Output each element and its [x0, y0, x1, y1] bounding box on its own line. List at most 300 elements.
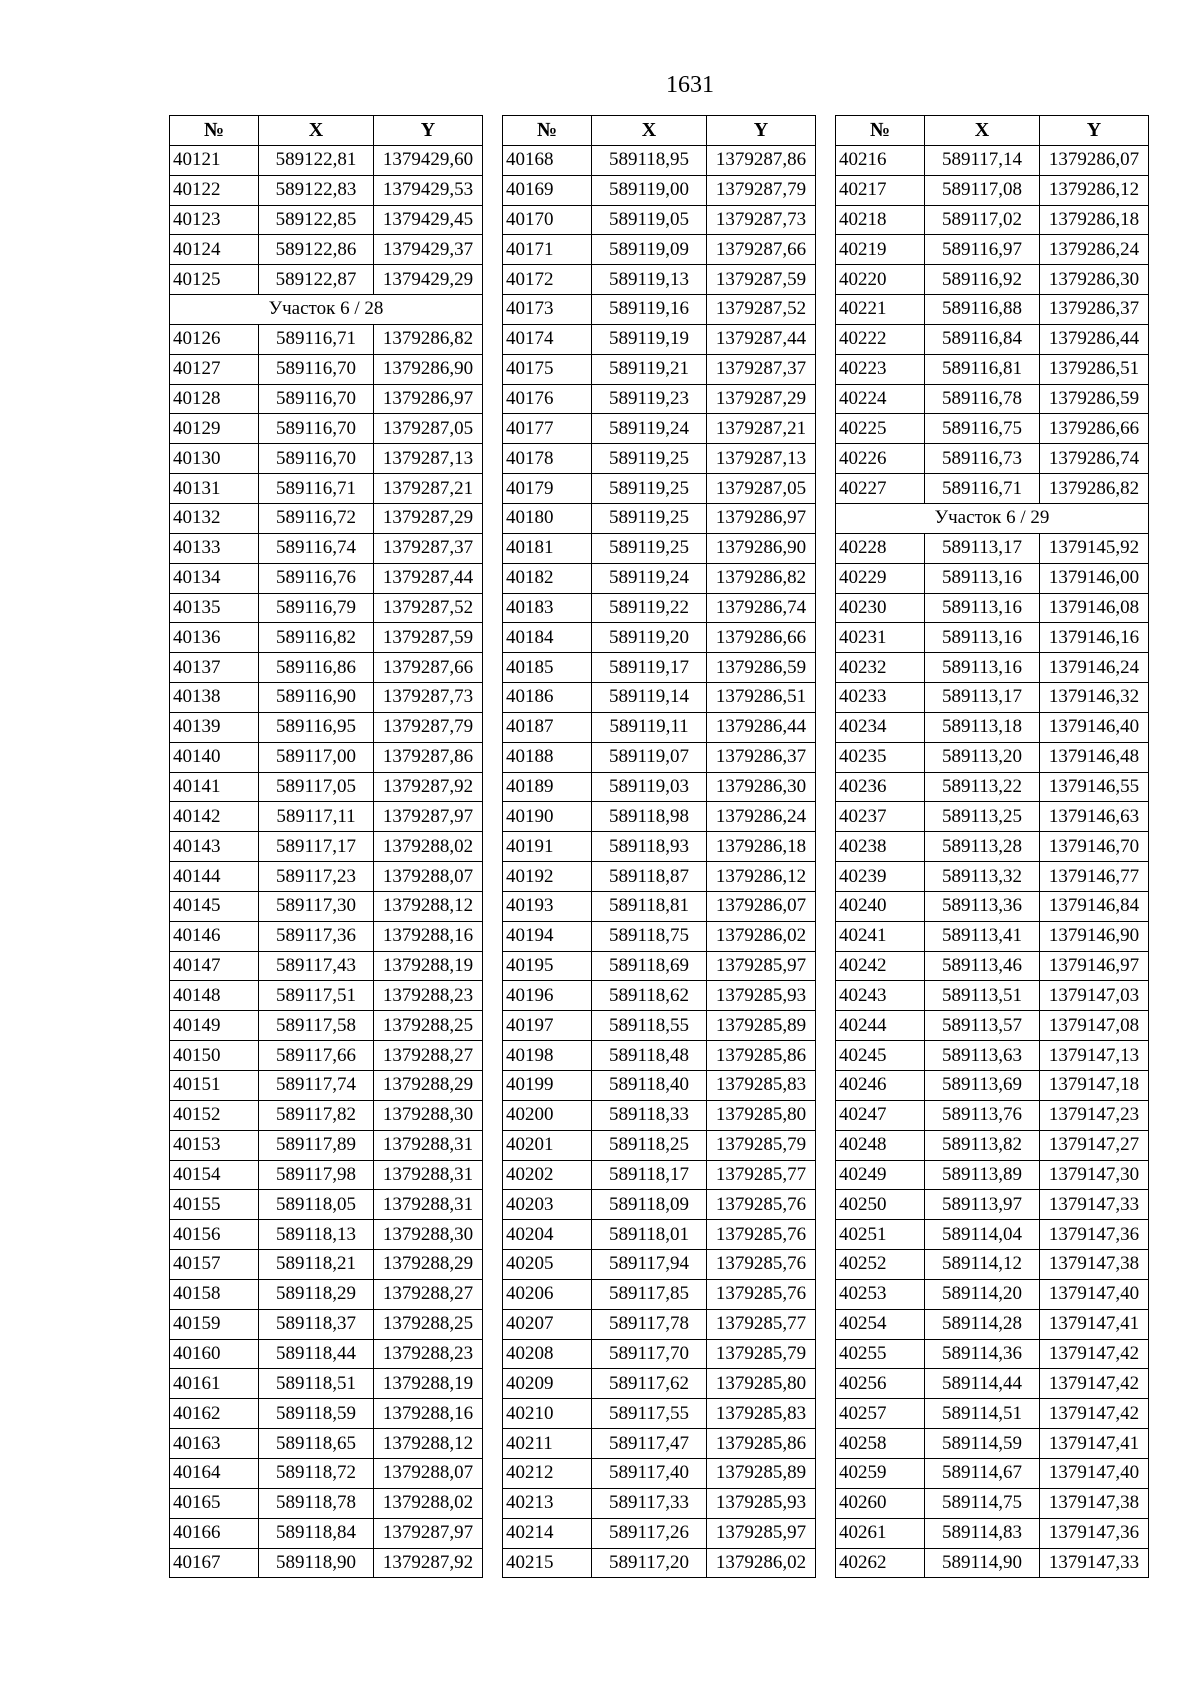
y-coordinate-cell: 1379429,45: [374, 205, 483, 235]
point-number-cell: 40206: [503, 1279, 592, 1309]
x-coordinate-cell: 589116,71: [259, 324, 374, 354]
y-coordinate-cell: 1379287,59: [707, 265, 816, 295]
y-coordinate-cell: 1379287,44: [707, 324, 816, 354]
y-coordinate-cell: 1379286,37: [707, 742, 816, 772]
table-row: [503, 712, 816, 742]
table-row: [836, 1548, 1149, 1578]
y-coordinate-cell: 1379288,25: [374, 1011, 483, 1041]
y-coordinate-cell: 1379145,92: [1040, 533, 1149, 563]
point-number-cell: 40183: [503, 593, 592, 623]
y-coordinate-cell: 1379288,19: [374, 951, 483, 981]
point-number-cell: 40234: [836, 712, 925, 742]
point-number-cell: 40212: [503, 1458, 592, 1488]
y-coordinate-cell: 1379288,29: [374, 1071, 483, 1101]
y-coordinate-cell: 1379288,16: [374, 921, 483, 951]
table-row: [503, 265, 816, 295]
table-row: [503, 1220, 816, 1250]
y-coordinate-cell: 1379286,90: [374, 354, 483, 384]
y-coordinate-cell: 1379147,38: [1040, 1250, 1149, 1280]
x-coordinate-cell: 589113,57: [925, 1011, 1040, 1041]
point-number-cell: 40192: [503, 862, 592, 892]
table-body: [503, 145, 816, 1578]
x-coordinate-cell: 589118,81: [592, 891, 707, 921]
point-number-cell: 40180: [503, 503, 592, 533]
x-coordinate-cell: 589116,97: [925, 235, 1040, 265]
table-row: [836, 623, 1149, 653]
y-coordinate-cell: 1379429,53: [374, 175, 483, 205]
x-coordinate-cell: 589116,79: [259, 593, 374, 623]
y-coordinate-cell: 1379288,30: [374, 1100, 483, 1130]
point-number-cell: 40219: [836, 235, 925, 265]
x-coordinate-cell: 589114,04: [925, 1220, 1040, 1250]
x-coordinate-cell: 589117,17: [259, 832, 374, 862]
y-coordinate-cell: 1379429,29: [374, 265, 483, 295]
table-row: [503, 951, 816, 981]
y-coordinate-cell: 1379146,77: [1040, 862, 1149, 892]
y-coordinate-cell: 1379285,80: [707, 1100, 816, 1130]
x-coordinate-cell: 589116,84: [925, 324, 1040, 354]
y-coordinate-cell: 1379287,66: [374, 653, 483, 683]
table-row: [503, 533, 816, 563]
x-coordinate-cell: 589119,25: [592, 503, 707, 533]
point-number-cell: 40134: [170, 563, 259, 593]
table-row: [836, 175, 1149, 205]
point-number-cell: 40171: [503, 235, 592, 265]
y-coordinate-cell: 1379287,13: [707, 444, 816, 474]
table-row: [503, 683, 816, 713]
table-row: [503, 384, 816, 414]
point-number-cell: 40155: [170, 1190, 259, 1220]
point-number-cell: 40152: [170, 1100, 259, 1130]
x-coordinate-cell: 589118,01: [592, 1220, 707, 1250]
x-coordinate-cell: 589117,14: [925, 145, 1040, 175]
point-number-cell: 40231: [836, 623, 925, 653]
x-coordinate-cell: 589114,67: [925, 1458, 1040, 1488]
y-coordinate-cell: 1379288,30: [374, 1220, 483, 1250]
y-coordinate-cell: 1379285,86: [707, 1041, 816, 1071]
x-coordinate-cell: 589114,44: [925, 1369, 1040, 1399]
table-row: [503, 772, 816, 802]
x-coordinate-cell: 589117,55: [592, 1399, 707, 1429]
y-coordinate-cell: 1379286,59: [707, 653, 816, 683]
y-coordinate-cell: 1379147,38: [1040, 1488, 1149, 1518]
table-row: [170, 593, 483, 623]
point-number-cell: 40175: [503, 354, 592, 384]
y-coordinate-cell: 1379147,36: [1040, 1220, 1149, 1250]
table-row: [503, 921, 816, 951]
point-number-cell: 40249: [836, 1160, 925, 1190]
table-row: [503, 1339, 816, 1369]
table-row: [170, 1100, 483, 1130]
x-coordinate-cell: 589113,97: [925, 1190, 1040, 1220]
x-coordinate-cell: 589113,76: [925, 1100, 1040, 1130]
y-coordinate-cell: 1379147,33: [1040, 1548, 1149, 1578]
y-coordinate-cell: 1379287,44: [374, 563, 483, 593]
table-row: [503, 1250, 816, 1280]
point-number-cell: 40135: [170, 593, 259, 623]
y-coordinate-cell: 1379286,44: [707, 712, 816, 742]
point-number-cell: 40127: [170, 354, 259, 384]
y-coordinate-cell: 1379285,77: [707, 1309, 816, 1339]
y-coordinate-cell: 1379286,97: [374, 384, 483, 414]
y-coordinate-cell: 1379285,76: [707, 1190, 816, 1220]
y-coordinate-cell: 1379287,29: [374, 503, 483, 533]
x-coordinate-cell: 589118,65: [259, 1429, 374, 1459]
y-coordinate-cell: 1379286,51: [1040, 354, 1149, 384]
point-number-cell: 40147: [170, 951, 259, 981]
y-coordinate-cell: 1379288,16: [374, 1399, 483, 1429]
point-number-cell: 40193: [503, 891, 592, 921]
point-number-cell: 40237: [836, 802, 925, 832]
table-row: [836, 205, 1149, 235]
point-number-cell: 40256: [836, 1369, 925, 1399]
y-coordinate-cell: 1379286,66: [1040, 414, 1149, 444]
y-coordinate-cell: 1379285,79: [707, 1339, 816, 1369]
point-number-cell: 40200: [503, 1100, 592, 1130]
point-number-cell: 40250: [836, 1190, 925, 1220]
y-coordinate-cell: 1379288,07: [374, 1458, 483, 1488]
x-coordinate-cell: 589116,90: [259, 683, 374, 713]
point-number-cell: 40222: [836, 324, 925, 354]
x-coordinate-cell: 589117,62: [592, 1369, 707, 1399]
y-coordinate-cell: 1379286,82: [707, 563, 816, 593]
y-coordinate-cell: 1379285,80: [707, 1369, 816, 1399]
x-coordinate-cell: 589119,13: [592, 265, 707, 295]
x-coordinate-cell: 589117,70: [592, 1339, 707, 1369]
y-coordinate-cell: 1379147,40: [1040, 1458, 1149, 1488]
y-coordinate-cell: 1379288,19: [374, 1369, 483, 1399]
table-row: [170, 474, 483, 504]
table-header-row: [170, 116, 483, 146]
point-number-cell: 40257: [836, 1399, 925, 1429]
point-number-cell: 40177: [503, 414, 592, 444]
point-number-cell: 40245: [836, 1041, 925, 1071]
y-coordinate-cell: 1379288,02: [374, 832, 483, 862]
y-coordinate-cell: 1379288,31: [374, 1130, 483, 1160]
column-header-y: Y: [374, 116, 483, 146]
table-row: [836, 354, 1149, 384]
table-row: [170, 742, 483, 772]
y-coordinate-cell: 1379287,13: [374, 444, 483, 474]
y-coordinate-cell: 1379285,86: [707, 1429, 816, 1459]
x-coordinate-cell: 589117,43: [259, 951, 374, 981]
table-row: [170, 1220, 483, 1250]
y-coordinate-cell: 1379146,90: [1040, 921, 1149, 951]
x-coordinate-cell: 589119,07: [592, 742, 707, 772]
table-row: [170, 802, 483, 832]
y-coordinate-cell: 1379286,12: [1040, 175, 1149, 205]
table-row: [836, 324, 1149, 354]
table-row: [503, 593, 816, 623]
table-row: [503, 1190, 816, 1220]
x-coordinate-cell: 589119,19: [592, 324, 707, 354]
table-row: [836, 1190, 1149, 1220]
table-row: [836, 1279, 1149, 1309]
x-coordinate-cell: 589114,59: [925, 1429, 1040, 1459]
point-number-cell: 40194: [503, 921, 592, 951]
table-row: [170, 354, 483, 384]
y-coordinate-cell: 1379285,89: [707, 1458, 816, 1488]
x-coordinate-cell: 589117,85: [592, 1279, 707, 1309]
x-coordinate-cell: 589116,71: [259, 474, 374, 504]
y-coordinate-cell: 1379287,73: [374, 683, 483, 713]
x-coordinate-cell: 589113,89: [925, 1160, 1040, 1190]
x-coordinate-cell: 589114,12: [925, 1250, 1040, 1280]
y-coordinate-cell: 1379286,37: [1040, 295, 1149, 325]
x-coordinate-cell: 589113,16: [925, 653, 1040, 683]
x-coordinate-cell: 589117,40: [592, 1458, 707, 1488]
point-number-cell: 40260: [836, 1488, 925, 1518]
point-number-cell: 40246: [836, 1071, 925, 1101]
y-coordinate-cell: 1379287,97: [374, 802, 483, 832]
y-coordinate-cell: 1379286,82: [1040, 474, 1149, 504]
point-number-cell: 40236: [836, 772, 925, 802]
x-coordinate-cell: 589118,90: [259, 1548, 374, 1578]
table-row: [170, 891, 483, 921]
table-row: [170, 1548, 483, 1578]
table-row: [836, 1041, 1149, 1071]
point-number-cell: 40146: [170, 921, 259, 951]
x-coordinate-cell: 589113,16: [925, 563, 1040, 593]
x-coordinate-cell: 589116,78: [925, 384, 1040, 414]
x-coordinate-cell: 589116,82: [259, 623, 374, 653]
x-coordinate-cell: 589118,33: [592, 1100, 707, 1130]
x-coordinate-cell: 589116,73: [925, 444, 1040, 474]
y-coordinate-cell: 1379286,30: [707, 772, 816, 802]
point-number-cell: 40261: [836, 1518, 925, 1548]
table-row: [503, 742, 816, 772]
x-coordinate-cell: 589114,20: [925, 1279, 1040, 1309]
x-coordinate-cell: 589118,29: [259, 1279, 374, 1309]
table-row: [836, 295, 1149, 325]
y-coordinate-cell: 1379286,59: [1040, 384, 1149, 414]
y-coordinate-cell: 1379287,73: [707, 205, 816, 235]
table-row: [503, 324, 816, 354]
y-coordinate-cell: 1379287,92: [374, 772, 483, 802]
y-coordinate-cell: 1379286,12: [707, 862, 816, 892]
table-row: [170, 265, 483, 295]
x-coordinate-cell: 589117,08: [925, 175, 1040, 205]
y-coordinate-cell: 1379287,05: [707, 474, 816, 504]
y-coordinate-cell: 1379286,07: [707, 891, 816, 921]
table-row: [836, 145, 1149, 175]
point-number-cell: 40211: [503, 1429, 592, 1459]
column-header-x: X: [259, 116, 374, 146]
x-coordinate-cell: 589113,22: [925, 772, 1040, 802]
table-row: [503, 1518, 816, 1548]
x-coordinate-cell: 589122,86: [259, 235, 374, 265]
x-coordinate-cell: 589116,86: [259, 653, 374, 683]
x-coordinate-cell: 589117,94: [592, 1250, 707, 1280]
point-number-cell: 40172: [503, 265, 592, 295]
x-coordinate-cell: 589113,17: [925, 683, 1040, 713]
point-number-cell: 40154: [170, 1160, 259, 1190]
x-coordinate-cell: 589119,03: [592, 772, 707, 802]
x-coordinate-cell: 589116,70: [259, 414, 374, 444]
y-coordinate-cell: 1379288,25: [374, 1309, 483, 1339]
y-coordinate-cell: 1379287,59: [374, 623, 483, 653]
x-coordinate-cell: 589119,21: [592, 354, 707, 384]
point-number-cell: 40213: [503, 1488, 592, 1518]
point-number-cell: 40143: [170, 832, 259, 862]
table-row: [170, 653, 483, 683]
point-number-cell: 40258: [836, 1429, 925, 1459]
y-coordinate-cell: 1379147,23: [1040, 1100, 1149, 1130]
x-coordinate-cell: 589113,69: [925, 1071, 1040, 1101]
table-row: [503, 1279, 816, 1309]
x-coordinate-cell: 589114,36: [925, 1339, 1040, 1369]
y-coordinate-cell: 1379288,23: [374, 981, 483, 1011]
y-coordinate-cell: 1379285,89: [707, 1011, 816, 1041]
x-coordinate-cell: 589116,81: [925, 354, 1040, 384]
point-number-cell: 40228: [836, 533, 925, 563]
x-coordinate-cell: 589117,58: [259, 1011, 374, 1041]
table-row: [170, 1279, 483, 1309]
table-row: [836, 1100, 1149, 1130]
table-row: [170, 175, 483, 205]
x-coordinate-cell: 589119,25: [592, 533, 707, 563]
y-coordinate-cell: 1379286,90: [707, 533, 816, 563]
table-row: [836, 1488, 1149, 1518]
table-row: [503, 1488, 816, 1518]
point-number-cell: 40174: [503, 324, 592, 354]
point-number-cell: 40244: [836, 1011, 925, 1041]
table-row: [836, 981, 1149, 1011]
x-coordinate-cell: 589113,25: [925, 802, 1040, 832]
x-coordinate-cell: 589119,17: [592, 653, 707, 683]
y-coordinate-cell: 1379429,37: [374, 235, 483, 265]
x-coordinate-cell: 589114,51: [925, 1399, 1040, 1429]
y-coordinate-cell: 1379286,07: [1040, 145, 1149, 175]
point-number-cell: 40210: [503, 1399, 592, 1429]
y-coordinate-cell: 1379286,82: [374, 324, 483, 354]
table-row: [836, 235, 1149, 265]
table-row: [503, 1041, 816, 1071]
point-number-cell: 40126: [170, 324, 259, 354]
y-coordinate-cell: 1379285,76: [707, 1220, 816, 1250]
y-coordinate-cell: 1379286,44: [1040, 324, 1149, 354]
point-number-cell: 40130: [170, 444, 259, 474]
table-row: [170, 205, 483, 235]
point-number-cell: 40176: [503, 384, 592, 414]
y-coordinate-cell: 1379285,93: [707, 1488, 816, 1518]
table-row: [836, 802, 1149, 832]
x-coordinate-cell: 589118,40: [592, 1071, 707, 1101]
table-row: [503, 1548, 816, 1578]
table-row: [836, 1399, 1149, 1429]
column-header-number: №: [170, 116, 259, 146]
x-coordinate-cell: 589118,59: [259, 1399, 374, 1429]
x-coordinate-cell: 589117,23: [259, 862, 374, 892]
table-row: [503, 235, 816, 265]
table-row: [170, 1429, 483, 1459]
point-number-cell: 40233: [836, 683, 925, 713]
table-row: [836, 533, 1149, 563]
x-coordinate-cell: 589113,46: [925, 951, 1040, 981]
x-coordinate-cell: 589119,24: [592, 414, 707, 444]
y-coordinate-cell: 1379288,27: [374, 1041, 483, 1071]
y-coordinate-cell: 1379287,66: [707, 235, 816, 265]
x-coordinate-cell: 589118,75: [592, 921, 707, 951]
table-row: [170, 1071, 483, 1101]
point-number-cell: 40215: [503, 1548, 592, 1578]
table-row: [503, 444, 816, 474]
coordinates-table-3: [835, 115, 1149, 1578]
coordinates-table-1: [169, 115, 483, 1578]
point-number-cell: 40153: [170, 1130, 259, 1160]
point-number-cell: 40203: [503, 1190, 592, 1220]
y-coordinate-cell: 1379147,27: [1040, 1130, 1149, 1160]
x-coordinate-cell: 589118,72: [259, 1458, 374, 1488]
point-number-cell: 40205: [503, 1250, 592, 1280]
y-coordinate-cell: 1379285,76: [707, 1250, 816, 1280]
point-number-cell: 40248: [836, 1130, 925, 1160]
point-number-cell: 40190: [503, 802, 592, 832]
table-row: [836, 1369, 1149, 1399]
point-number-cell: 40208: [503, 1339, 592, 1369]
y-coordinate-cell: 1379286,18: [1040, 205, 1149, 235]
y-coordinate-cell: 1379147,18: [1040, 1071, 1149, 1101]
table-body: [170, 145, 483, 1578]
point-number-cell: 40229: [836, 563, 925, 593]
table-row: [170, 921, 483, 951]
table-row: [836, 1011, 1149, 1041]
y-coordinate-cell: 1379146,08: [1040, 593, 1149, 623]
point-number-cell: 40243: [836, 981, 925, 1011]
point-number-cell: 40142: [170, 802, 259, 832]
y-coordinate-cell: 1379147,40: [1040, 1279, 1149, 1309]
x-coordinate-cell: 589118,48: [592, 1041, 707, 1071]
x-coordinate-cell: 589113,16: [925, 593, 1040, 623]
y-coordinate-cell: 1379287,21: [374, 474, 483, 504]
y-coordinate-cell: 1379286,30: [1040, 265, 1149, 295]
x-coordinate-cell: 589119,23: [592, 384, 707, 414]
section-label: Участок 6 / 29: [836, 503, 1149, 533]
table-row: [836, 1518, 1149, 1548]
table-row: [836, 772, 1149, 802]
table-row: [503, 175, 816, 205]
x-coordinate-cell: 589116,70: [259, 384, 374, 414]
point-number-cell: 40158: [170, 1279, 259, 1309]
point-number-cell: 40217: [836, 175, 925, 205]
column-header-x: X: [592, 116, 707, 146]
x-coordinate-cell: 589118,95: [592, 145, 707, 175]
y-coordinate-cell: 1379285,83: [707, 1071, 816, 1101]
table-row: [503, 981, 816, 1011]
x-coordinate-cell: 589119,00: [592, 175, 707, 205]
table-row: [836, 414, 1149, 444]
point-number-cell: 40133: [170, 533, 259, 563]
point-number-cell: 40262: [836, 1548, 925, 1578]
x-coordinate-cell: 589119,05: [592, 205, 707, 235]
point-number-cell: 40178: [503, 444, 592, 474]
table-row: [836, 444, 1149, 474]
point-number-cell: 40253: [836, 1279, 925, 1309]
table-row: [836, 712, 1149, 742]
point-number-cell: 40242: [836, 951, 925, 981]
point-number-cell: 40225: [836, 414, 925, 444]
table-header-row: [503, 116, 816, 146]
x-coordinate-cell: 589113,17: [925, 533, 1040, 563]
table-row: [170, 1250, 483, 1280]
y-coordinate-cell: 1379146,48: [1040, 742, 1149, 772]
x-coordinate-cell: 589117,89: [259, 1130, 374, 1160]
column-header-number: №: [836, 116, 925, 146]
point-number-cell: 40227: [836, 474, 925, 504]
x-coordinate-cell: 589119,14: [592, 683, 707, 713]
y-coordinate-cell: 1379147,41: [1040, 1309, 1149, 1339]
x-coordinate-cell: 589113,82: [925, 1130, 1040, 1160]
